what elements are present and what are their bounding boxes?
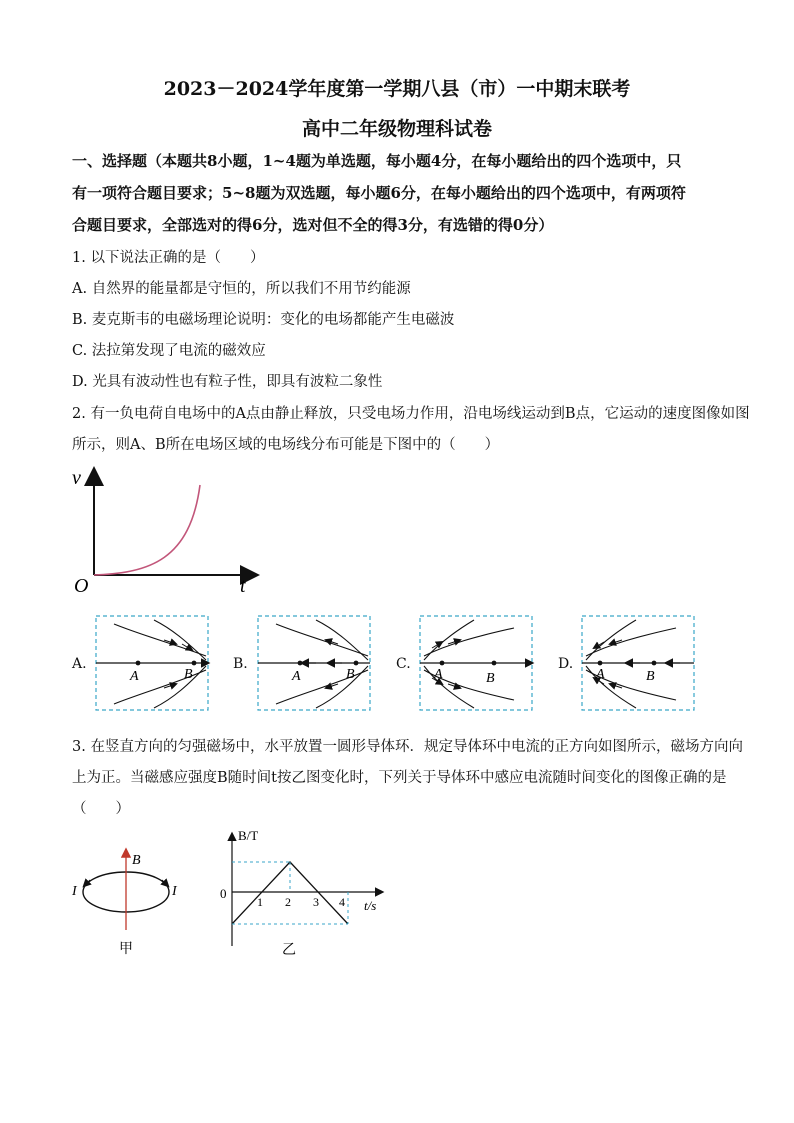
tick-label-4: 4 — [339, 895, 345, 909]
q3-figure-jia-ring — [66, 840, 196, 960]
current-label-right: I — [172, 884, 177, 899]
point-a-label: A — [292, 669, 301, 684]
figure-yi-caption: 乙 — [282, 943, 296, 958]
time-axis-label: t/s — [364, 898, 377, 913]
velocity-curve — [94, 485, 200, 575]
q3-stem-line-1: 3. 在竖直方向的匀强磁场中，水平放置一圆形导体环．规定导体环中电流的正方向如图所示，磁场方向向 — [72, 739, 743, 755]
point-a-label: A — [596, 667, 605, 682]
q1-option-c: C. 法拉第发现了电流的磁效应 — [72, 343, 266, 359]
tick-label-3: 3 — [313, 895, 319, 909]
q2-velocity-time-graph — [60, 460, 260, 600]
point-a-label: A — [130, 669, 139, 684]
point-b-label: B — [184, 667, 193, 682]
q2-option-b-diagram — [256, 614, 374, 714]
q1-stem: 1. 以下说法正确的是（ ） — [72, 250, 265, 266]
exam-title: 2023－2024学年度第一学期八县（市）一中期末联考 — [163, 78, 631, 100]
q2-option-d-diagram — [580, 614, 698, 714]
point-b-label: B — [346, 667, 355, 682]
tick-label-2: 2 — [285, 895, 291, 909]
q2-stem-line-1: 2. 有一负电荷自电场中的A点由静止释放，只受电场力作用，沿电场线运动到B点，它运动的速度图像如图 — [72, 406, 750, 422]
q2-option-a-diagram — [94, 614, 212, 714]
q1-option-b: B. 麦克斯韦的电磁场理论说明：变化的电场都能产生电磁波 — [72, 312, 455, 328]
origin-label: 0 — [220, 886, 227, 901]
b-field-label: B — [132, 853, 141, 868]
section-instructions-line-3: 合题目要求，全部选对的得6分，选对但不全的得3分，有选错的得0分） — [72, 216, 554, 234]
q2-option-c-diagram — [418, 614, 536, 714]
t-axis-label: t — [240, 575, 246, 597]
section-instructions-line-1: 一、选择题（本题共8小题，1~4题为单选题，每小题4分，在每小题给出的四个选项中，只 — [72, 152, 682, 170]
q2-option-b-label: B. — [233, 656, 248, 672]
q2-option-c-label: C. — [396, 656, 411, 672]
exam-subtitle: 高中二年级物理科试卷 — [301, 118, 492, 140]
origin-label: O — [74, 575, 89, 597]
point-a-label: A — [434, 667, 443, 682]
point-b-label: B — [646, 669, 655, 684]
q3-figure-yi-graph — [212, 826, 392, 966]
q2-option-d-label: D. — [558, 656, 574, 672]
point-b-label: B — [486, 671, 495, 686]
q2-stem-line-2: 所示，则A、B所在电场区域的电场线分布可能是下图中的（ ） — [72, 437, 500, 453]
current-label-left: I — [72, 884, 77, 899]
v-axis-label: v — [72, 467, 81, 489]
q1-option-a: A. 自然界的能量都是守恒的，所以我们不用节约能源 — [72, 281, 411, 297]
tick-label-1: 1 — [257, 895, 263, 909]
b-axis-label: B/T — [238, 828, 259, 843]
b-t-polyline — [232, 862, 348, 924]
q3-stem-line-2: 上为正。当磁感应强度B随时间t按乙图变化时，下列关于导体环中感应电流随时间变化的图像正确的是 — [72, 770, 727, 786]
q2-option-a-label: A. — [72, 656, 87, 672]
section-instructions-line-2: 有一项符合题目要求；5~8题为双选题，每小题6分，在每小题给出的四个选项中，有两项符 — [72, 184, 686, 202]
figure-jia-caption: 甲 — [119, 942, 133, 957]
q3-stem-line-3: （ ） — [72, 801, 130, 817]
q1-option-d: D. 光具有波动性也有粒子性，即具有波粒二象性 — [72, 374, 383, 390]
